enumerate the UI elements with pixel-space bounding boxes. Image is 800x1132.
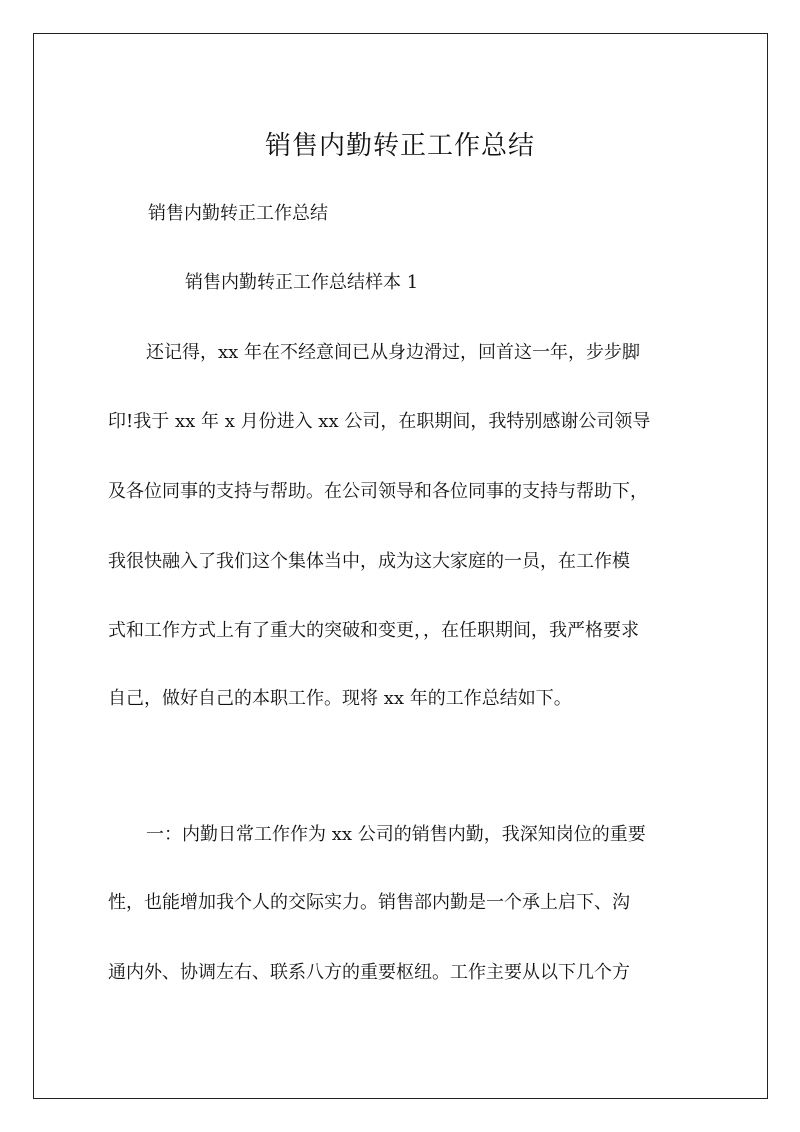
sample-heading: 销售内勤转正工作总结样本 1 bbox=[185, 272, 419, 293]
paragraph-2-line-3: 通内外、协调左右、联系八方的重要枢纽。工作主要从以下几个方 bbox=[108, 962, 630, 983]
paragraph-1-line-2: 印!我于 xx 年 x 月份进入 xx 公司，在职期间，我特别感谢公司领导 bbox=[108, 411, 651, 432]
paragraph-1-line-6: 自己，做好自己的本职工作。现将 xx 年的工作总结如下。 bbox=[108, 688, 572, 709]
paragraph-1-line-5: 式和工作方式上有了重大的突破和变更，，在任职期间，我严格要求 bbox=[108, 620, 639, 641]
paragraph-1-line-1: 还记得，xx 年在不经意间已从身边滑过，回首这一年，步步脚 bbox=[146, 342, 641, 363]
paragraph-2-line-2: 性，也能增加我个人的交际实力。销售部内勤是一个承上启下、沟 bbox=[108, 892, 630, 913]
paragraph-1-line-3: 及各位同事的支持与帮助。在公司领导和各位同事的支持与帮助下， bbox=[108, 481, 648, 502]
document-subtitle: 销售内勤转正工作总结 bbox=[148, 203, 328, 224]
paragraph-2-line-1: 一：内勤日常工作作为 xx 公司的销售内勤，我深知岗位的重要 bbox=[146, 824, 646, 845]
document-title: 销售内勤转正工作总结 bbox=[264, 131, 535, 161]
paragraph-1-line-4: 我很快融入了我们这个集体当中，成为这大家庭的一员，在工作模 bbox=[108, 551, 630, 572]
